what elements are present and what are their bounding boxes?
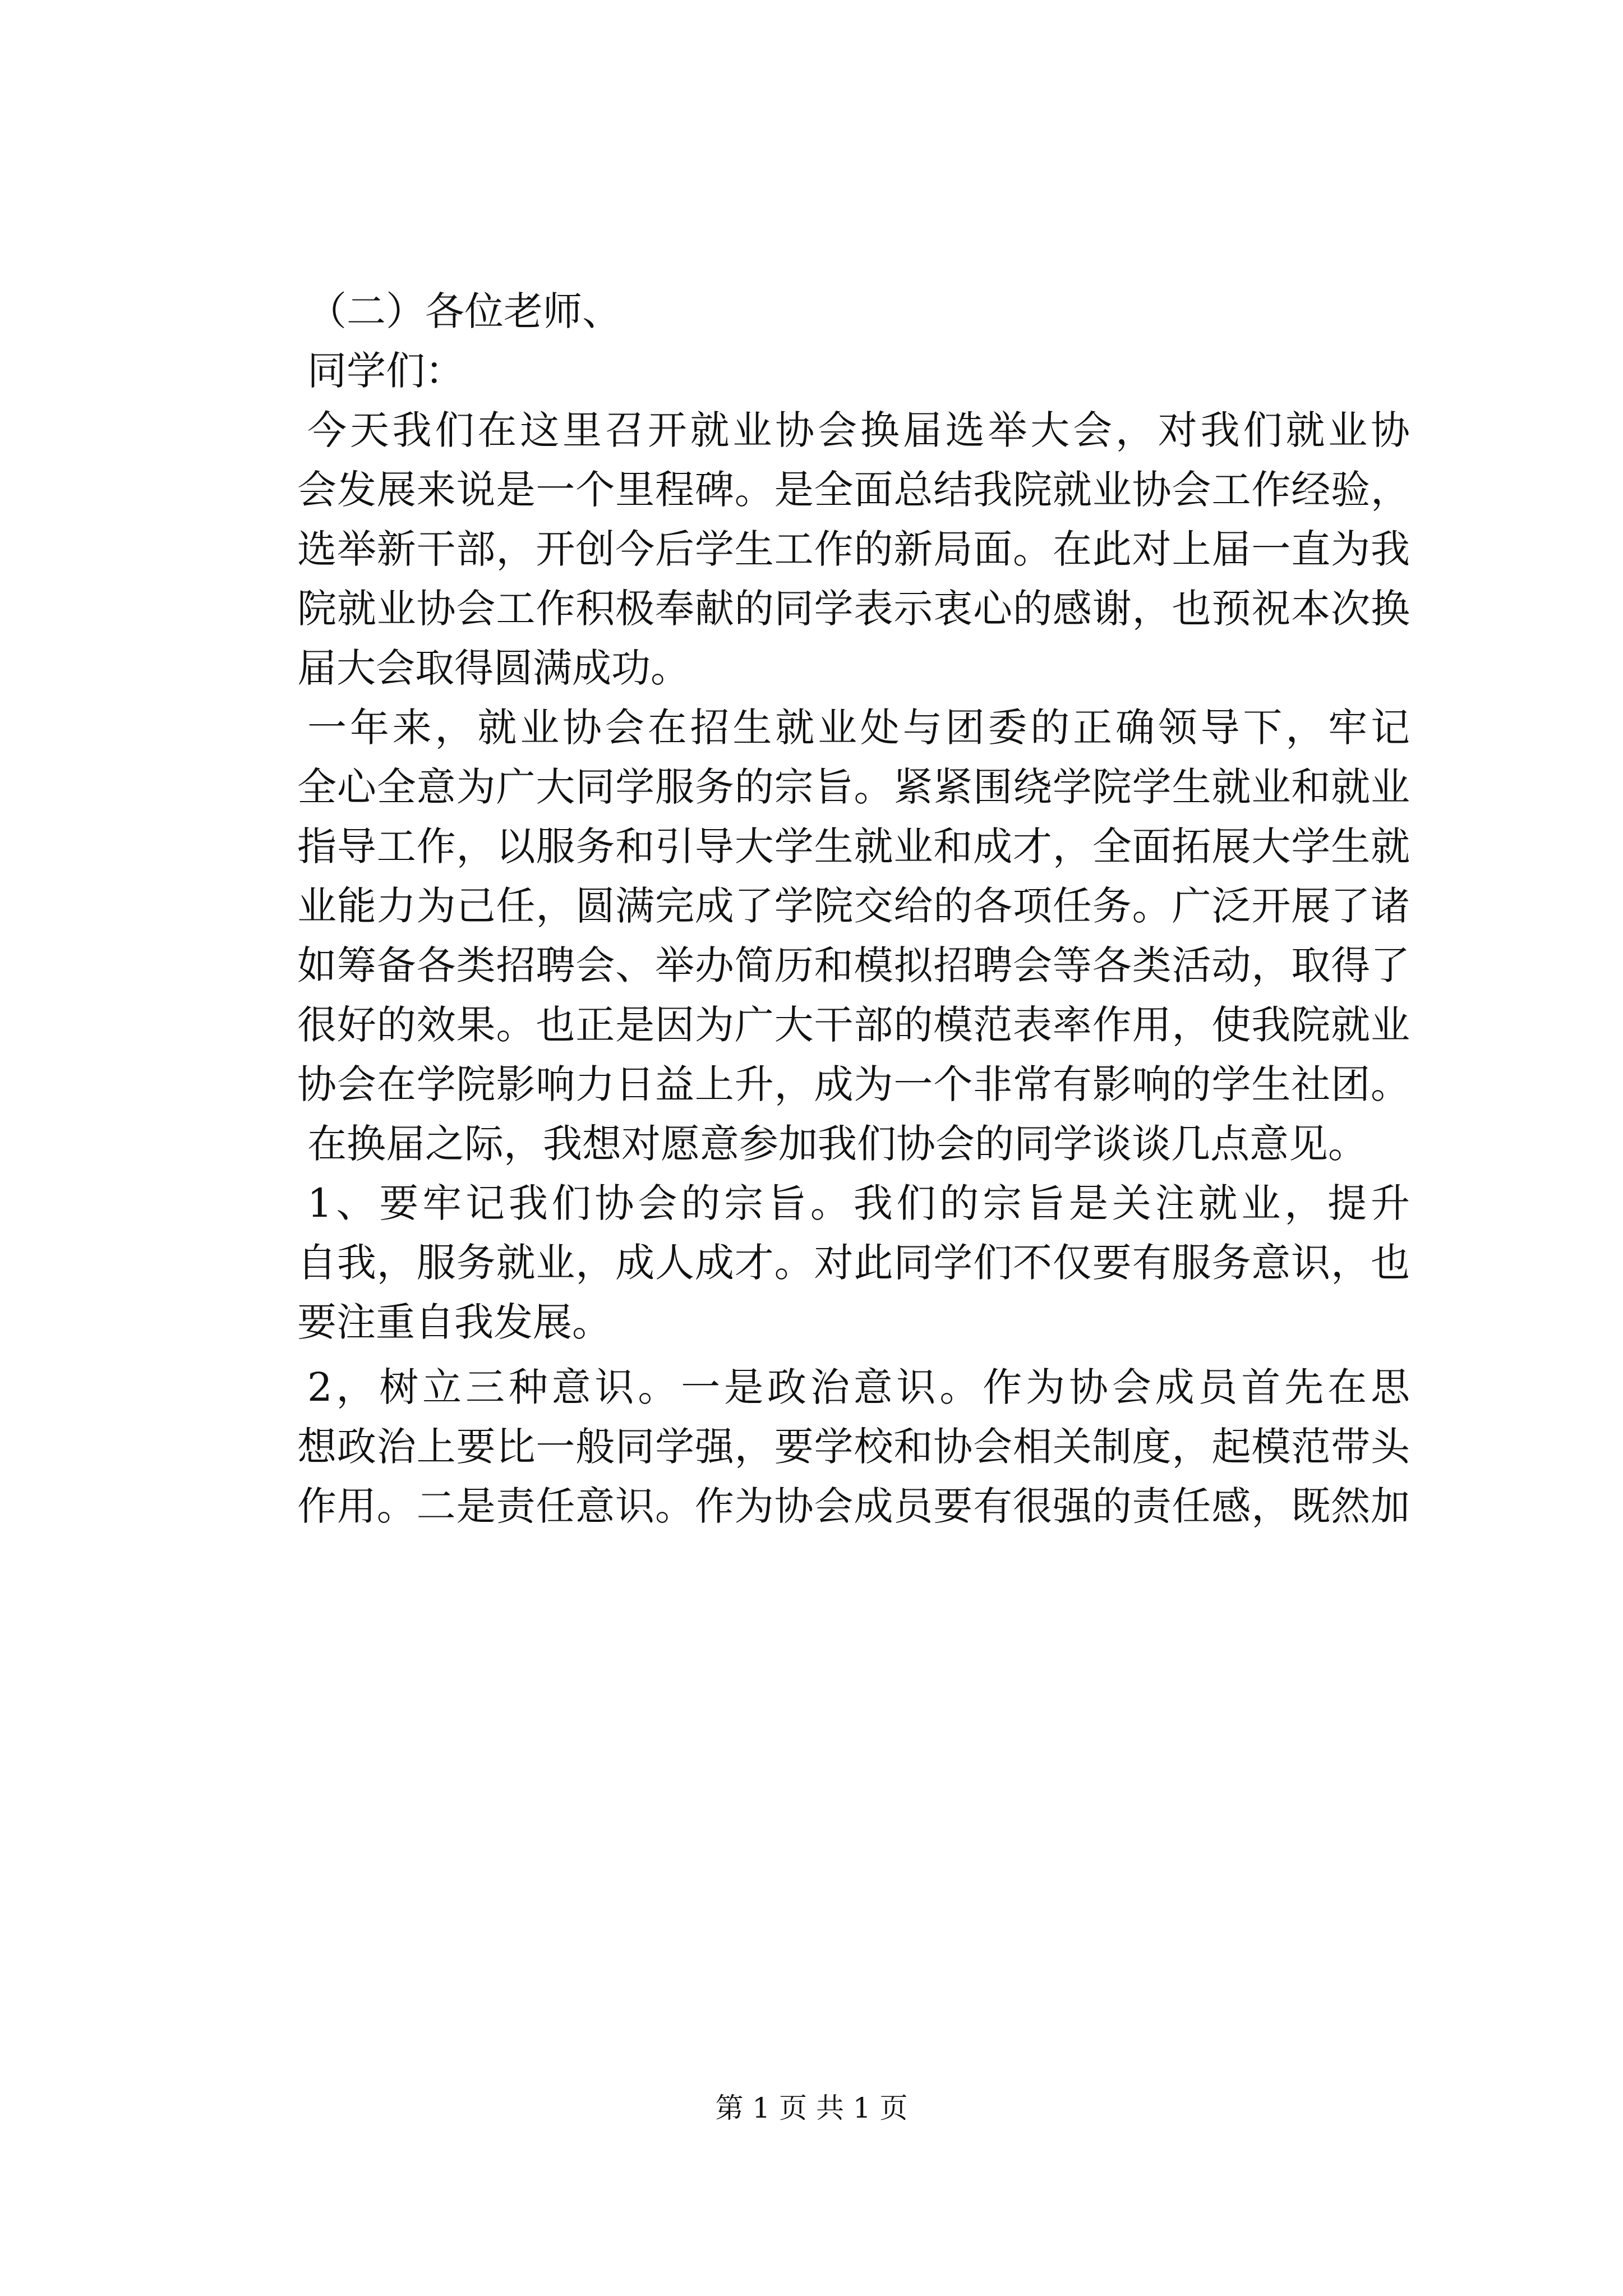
page-footer: 第 1 页 共 1 页 bbox=[715, 2092, 908, 2124]
paragraph-4-line-2: 自我，服务就业，成人成才。对此同学们不仅要有服务意识，也 bbox=[297, 1240, 1410, 1286]
paragraph-3-line-1: 在换届之际，我想对愿意参加我们协会的同学谈谈几点意见。 bbox=[307, 1121, 1367, 1167]
paragraph-2-line-5: 如筹备各类招聘会、举办简历和模拟招聘会等各类活动，取得了 bbox=[297, 942, 1410, 988]
paragraph-1-line-3: 选举新干部，开创今后学生工作的新局面。在此对上届一直为我 bbox=[297, 526, 1410, 572]
paragraph-2-line-2: 全心全意为广大同学服务的宗旨。紧紧围绕学院学生就业和就业 bbox=[297, 764, 1410, 810]
paragraph-2-line-6: 很好的效果。也正是因为广大干部的模范表率作用，使我院就业 bbox=[297, 1002, 1410, 1048]
paragraph-5-line-1: 2，树立三种意识。一是政治意识。作为协会成员首先在思 bbox=[307, 1364, 1410, 1410]
paragraph-4-line-3: 要注重自我发展。 bbox=[297, 1299, 611, 1345]
salutation-line: 同学们： bbox=[307, 348, 464, 394]
paragraph-5-line-3: 作用。二是责任意识。作为协会成员要有很强的责任感，既然加 bbox=[297, 1483, 1410, 1529]
paragraph-1-line-4: 院就业协会工作积极奉献的同学表示衷心的感谢，也预祝本次换 bbox=[297, 586, 1410, 632]
paragraph-1-line-1: 今天我们在这里召开就业协会换届选举大会，对我们就业协 bbox=[307, 407, 1410, 453]
paragraph-5-line-2: 想政治上要比一般同学强，要学校和协会相关制度，起模范带头 bbox=[297, 1424, 1410, 1470]
heading-line: （二）各位老师、 bbox=[307, 288, 621, 334]
paragraph-1-line-2: 会发展来说是一个里程碑。是全面总结我院就业协会工作经验， bbox=[297, 467, 1410, 513]
paragraph-2-line-1: 一年来，就业协会在招生就业处与团委的正确领导下，牢记 bbox=[307, 705, 1410, 751]
document-body bbox=[297, 282, 1410, 1536]
paragraph-1-line-5: 届大会取得圆满成功。 bbox=[297, 645, 690, 691]
paragraph-2-line-4: 业能力为己任，圆满完成了学院交给的各项任务。广泛开展了诸 bbox=[297, 883, 1410, 929]
paragraph-2-line-3: 指导工作，以服务和引导大学生就业和成才，全面拓展大学生就 bbox=[297, 823, 1410, 869]
paragraph-4-line-1: 1、要牢记我们协会的宗旨。我们的宗旨是关注就业，提升 bbox=[307, 1180, 1410, 1226]
paragraph-2-line-7: 协会在学院影响力日益上升，成为一个非常有影响的学生社团。 bbox=[297, 1061, 1410, 1107]
